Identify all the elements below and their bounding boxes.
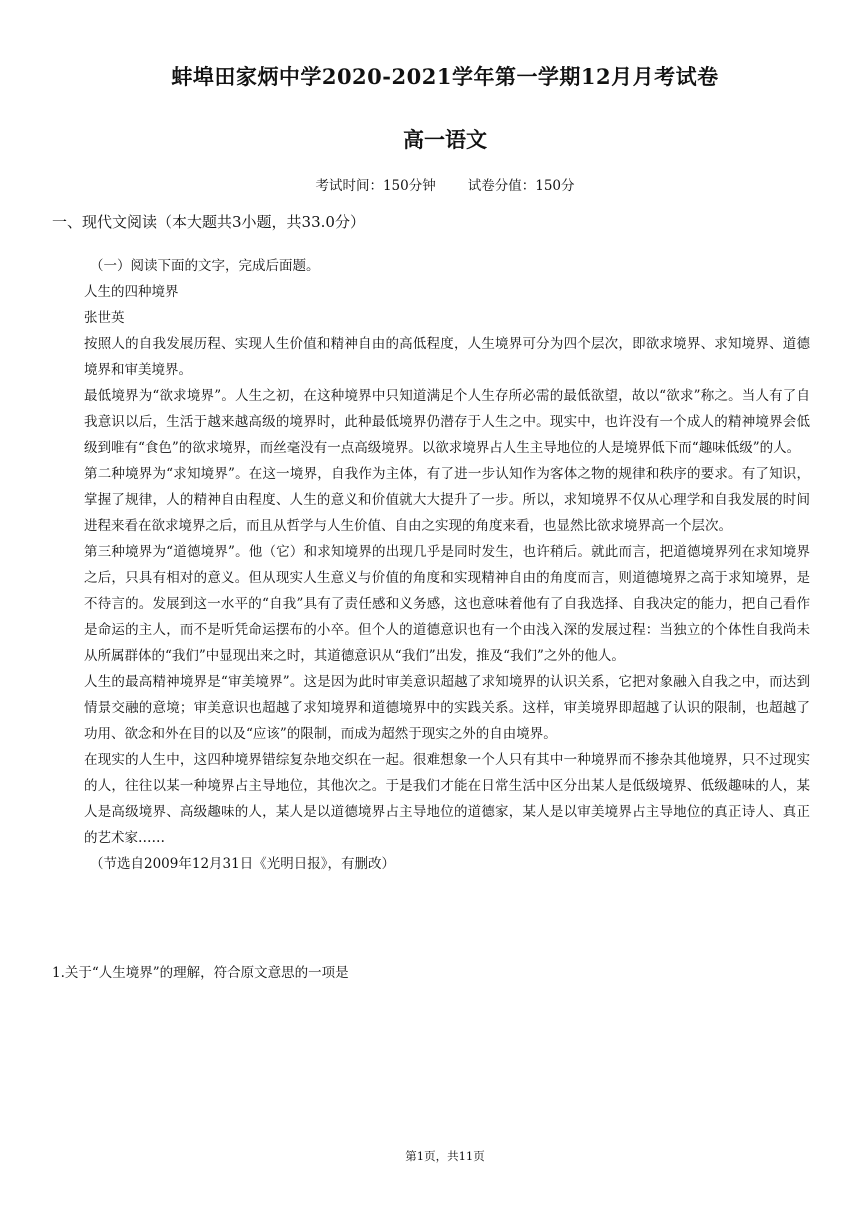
passage-paragraph: 按照人的自我发展历程、实现人生价值和精神自由的高低程度，人生境界可分为四个层次，即欲求境界、求知境界、道德境界和审美境界。	[84, 336, 810, 378]
passage-paragraph: 最低境界为“欲求境界”。人生之初，在这种境界中只知道满足个人生存所必需的最低欲望，故以“欲求”称之。当人有了自我意识以后，生活于越来越高级的境界时，此种最低境界仍潜存于人生之中。现实中，也许没有一个成人的精神境界会低级到唯有“食色”的欲求境界，而丝毫没有一点高级境界。以欲求境界占人生主导地位的人是境界低下而“趣味低级”的人。	[84, 388, 810, 456]
passage-author: 张世英	[84, 310, 125, 326]
reading-passage	[84, 253, 810, 877]
exam-subject: 高一语文	[403, 127, 487, 152]
passage-paragraph: 第三种境界为“道德境界”。他（它）和求知境界的出现几乎是同时发生，也许稍后。就此而言，把道德境界列在求知境界之后，只具有相对的意义。但从现实人生意义与价值的角度和实现精神自由的角度而言，则道德境界之高于求知境界，是不待言的。发展到这一水平的“自我”具有了责任感和义务感，这也意味着他有了自我选择、自我决定的能力，把自己看作是命运的主人，而不是听凭命运摆布的小卒。但个人的道德意识也有一个由浅入深的发展过程：当独立的个体性自我尚未从所属群体的“我们”中显现出来之时，其道德意识从“我们”出发，推及“我们”之外的他人。	[84, 544, 810, 664]
passage-paragraph: 第二种境界为“求知境界”。在这一境界，自我作为主体，有了进一步认知作为客体之物的规律和秩序的要求。有了知识，掌握了规律，人的精神自由程度、人生的意义和价值就大大提升了一步。所以，求知境界不仅从心理学和自我发展的时间进程来看在欲求境界之后，而且从哲学与人生价值、自由之实现的角度来看，也显然比欲求境界高一个层次。	[84, 466, 810, 534]
question-1: 1.关于“人生境界”的理解，符合原文意思的一项是	[52, 965, 349, 981]
passage-paragraph: 人生的最高精神境界是“审美境界”。这是因为此时审美意识超越了求知境界的认识关系，它把对象融入自我之中，而达到情景交融的意境；审美意识也超越了求知境界和道德境界中的实践关系。这样，审美境界即超越了认识的限制，也超越了功用、欲念和外在目的以及“应该”的限制，而成为超然于现实之外的自由境界。	[84, 674, 810, 742]
passage-paragraph: 在现实的人生中，这四种境界错综复杂地交织在一起。很难想象一个人只有其中一种境界而不掺杂其他境界，只不过现实的人，往往以某一种境界占主导地位，其他次之。于是我们才能在日常生活中区分出某人是低级境界、低级趣味的人，某人是高级境界、高级趣味的人，某人是以道德境界占主导地位的道德家，某人是以审美境界占主导地位的真正诗人、真正的艺术家……	[84, 752, 810, 846]
exam-meta	[0, 174, 860, 194]
page-number: 第1页，共11页	[405, 1149, 485, 1163]
passage-source: （节选自2009年12月31日《光明日报》，有删改）	[90, 856, 395, 872]
section-heading: 一、现代文阅读（本大题共3小题，共33.0分）	[52, 213, 365, 231]
passage-intro: （一）阅读下面的文字，完成后面题。	[90, 258, 320, 274]
passage-title: 人生的四种境界	[84, 284, 179, 300]
exam-title: 蚌埠田家炳中学2020-2021学年第一学期12月月考试卷	[171, 64, 719, 89]
exam-score: 试卷分值：150分	[467, 178, 575, 194]
exam-time: 考试时间：150分钟	[315, 178, 436, 194]
